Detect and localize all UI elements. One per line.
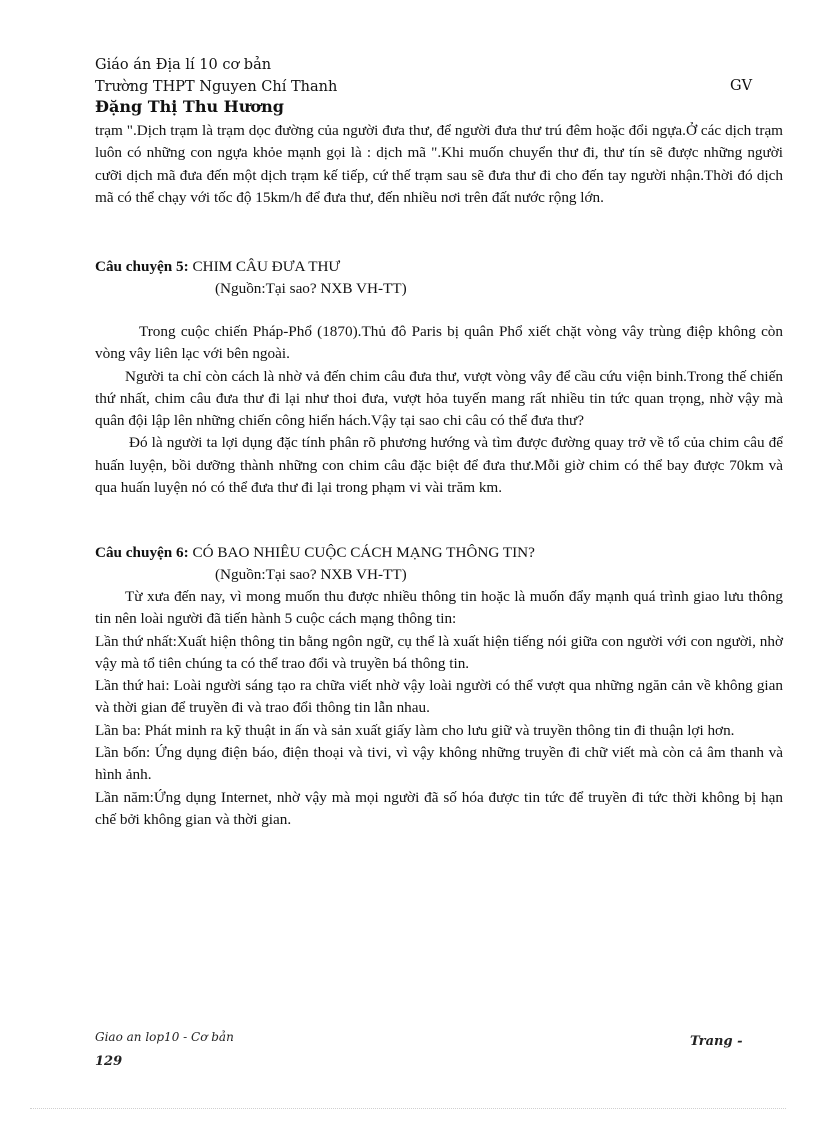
continuation-paragraph: trạm ".Dịch trạm là trạm dọc đường của người đưa thư, để người đưa thư trú đêm hoặc đổi ngựa.Ở các dịch trạm luôn có những con ngựa khỏe mạnh gọi là : dịch mã ".Khi muốn chuyển thư đi, thư tín sẽ được những người cưỡi dịch mã đưa đến một dịch trạm kế tiếp, cứ thế trạm sau sẽ đưa thư đi cho đến tay người nhận.Thời đó dịch mã có thể chạy với tốc độ 15km/h để đưa thư, đến nhiều nơi trên đất nước rộng lớn. xyxy=(95,122,783,206)
story-5-label: Câu chuyện 5: xyxy=(95,258,189,275)
story-5-heading xyxy=(95,256,783,278)
story-6-title: CÓ BAO NHIÊU CUỘC CÁCH MẠNG THÔNG TIN? xyxy=(192,544,535,561)
header-school: Trường THPT Nguyen Chí Thanh xyxy=(95,79,338,95)
story-6-intro: Từ xưa đến nay, vì mong muốn thu được nhiều thông tin hoặc là muốn đẩy mạnh quá trình giao lưu thông tin nên loài người đã tiến hành 5 cuộc cách mạng thông tin: xyxy=(95,588,783,628)
story-6-label: Câu chuyện 6: xyxy=(95,544,189,561)
story-5-body xyxy=(95,321,783,499)
story-6-item: Lần thứ hai: Loài người sáng tạo ra chữa viết nhờ vậy loài người có thể vượt qua những ngăn cản về không gian và thời gian để truyền đi và trao đổi thông tin lẫn nhau. xyxy=(95,677,783,717)
header-subject: Giáo án Địa lí 10 cơ bản xyxy=(95,57,272,73)
footer-page-number: 129 xyxy=(95,1054,123,1069)
header-author: Đặng Thị Thu Hương xyxy=(95,97,284,116)
story-5 xyxy=(95,256,783,300)
page-bottom-divider xyxy=(30,1108,786,1109)
story-6 xyxy=(95,542,783,831)
story-6-item: Lần ba: Phát minh ra kỹ thuật in ấn và sản xuất giấy làm cho lưu giữ và truyền thông tin đi thuận lợi hơn. xyxy=(95,721,735,739)
story-6-source: (Nguồn:Tại sao? NXB VH-TT) xyxy=(215,566,407,583)
footer-trang: Trang - xyxy=(690,1034,743,1049)
story-5-source: (Nguồn:Tại sao? NXB VH-TT) xyxy=(215,280,407,297)
story-5-paragraph: Trong cuộc chiến Pháp-Phổ (1870).Thủ đô Paris bị quân Phổ xiết chặt vòng vây trùng điệp không còn vòng vây liên lạc với bên ngoài. xyxy=(95,323,783,363)
footer-course: Giao an lop10 - Cơ bản xyxy=(95,1030,234,1044)
body-continuation xyxy=(95,120,783,209)
header-gv: GV xyxy=(730,78,753,94)
story-5-paragraph: Người ta chỉ còn cách là nhờ vả đến chim câu đưa thư, vượt vòng vây để cầu cứu viện binh.Trong thế chiến thứ nhất, chim câu đưa thư đi lại như thoi đưa, vượt hỏa tuyến mang rất nhiều tin tức quan trọng, nhờ vậy mà quân đội lập lên những chiến công hiển hách.Vậy tại sao chi câu có thể đưa thư? xyxy=(95,367,783,430)
story-6-item: Lần bốn: Ứng dụng điện báo, điện thoại và tivi, vì vậy không những truyền đi chữ viết mà còn cả âm thanh và hình ảnh. xyxy=(95,744,783,784)
story-5-paragraph: Đó là người ta lợi dụng đặc tính phân rõ phương hướng và tìm được đường quay trở về tổ của chim câu để huấn luyện, bồi dưỡng thành những con chim câu đặc biệt để đưa thư.Mỗi giờ chim có thể bay được 70km và qua huấn luyện nó có thể đưa thư đi lại trong phạm vi vài trăm km. xyxy=(95,434,783,497)
story-6-heading xyxy=(95,542,783,564)
story-5-title: CHIM CÂU ĐƯA THƯ xyxy=(192,258,341,275)
story-6-item: Lần thứ nhất:Xuất hiện thông tin bằng ngôn ngữ, cụ thể là xuất hiện tiếng nói giữa con người với con người, nhờ vậy mà tổ tiên chúng ta có thể trao đổi và truyền bá thông tin. xyxy=(95,632,783,672)
story-6-item: Lần năm:Ứng dụng Internet, nhờ vậy mà mọi người đã số hóa được tin tức để truyền đi tức thời không bị hạn chế bởi không gian và thời gian. xyxy=(95,788,783,828)
